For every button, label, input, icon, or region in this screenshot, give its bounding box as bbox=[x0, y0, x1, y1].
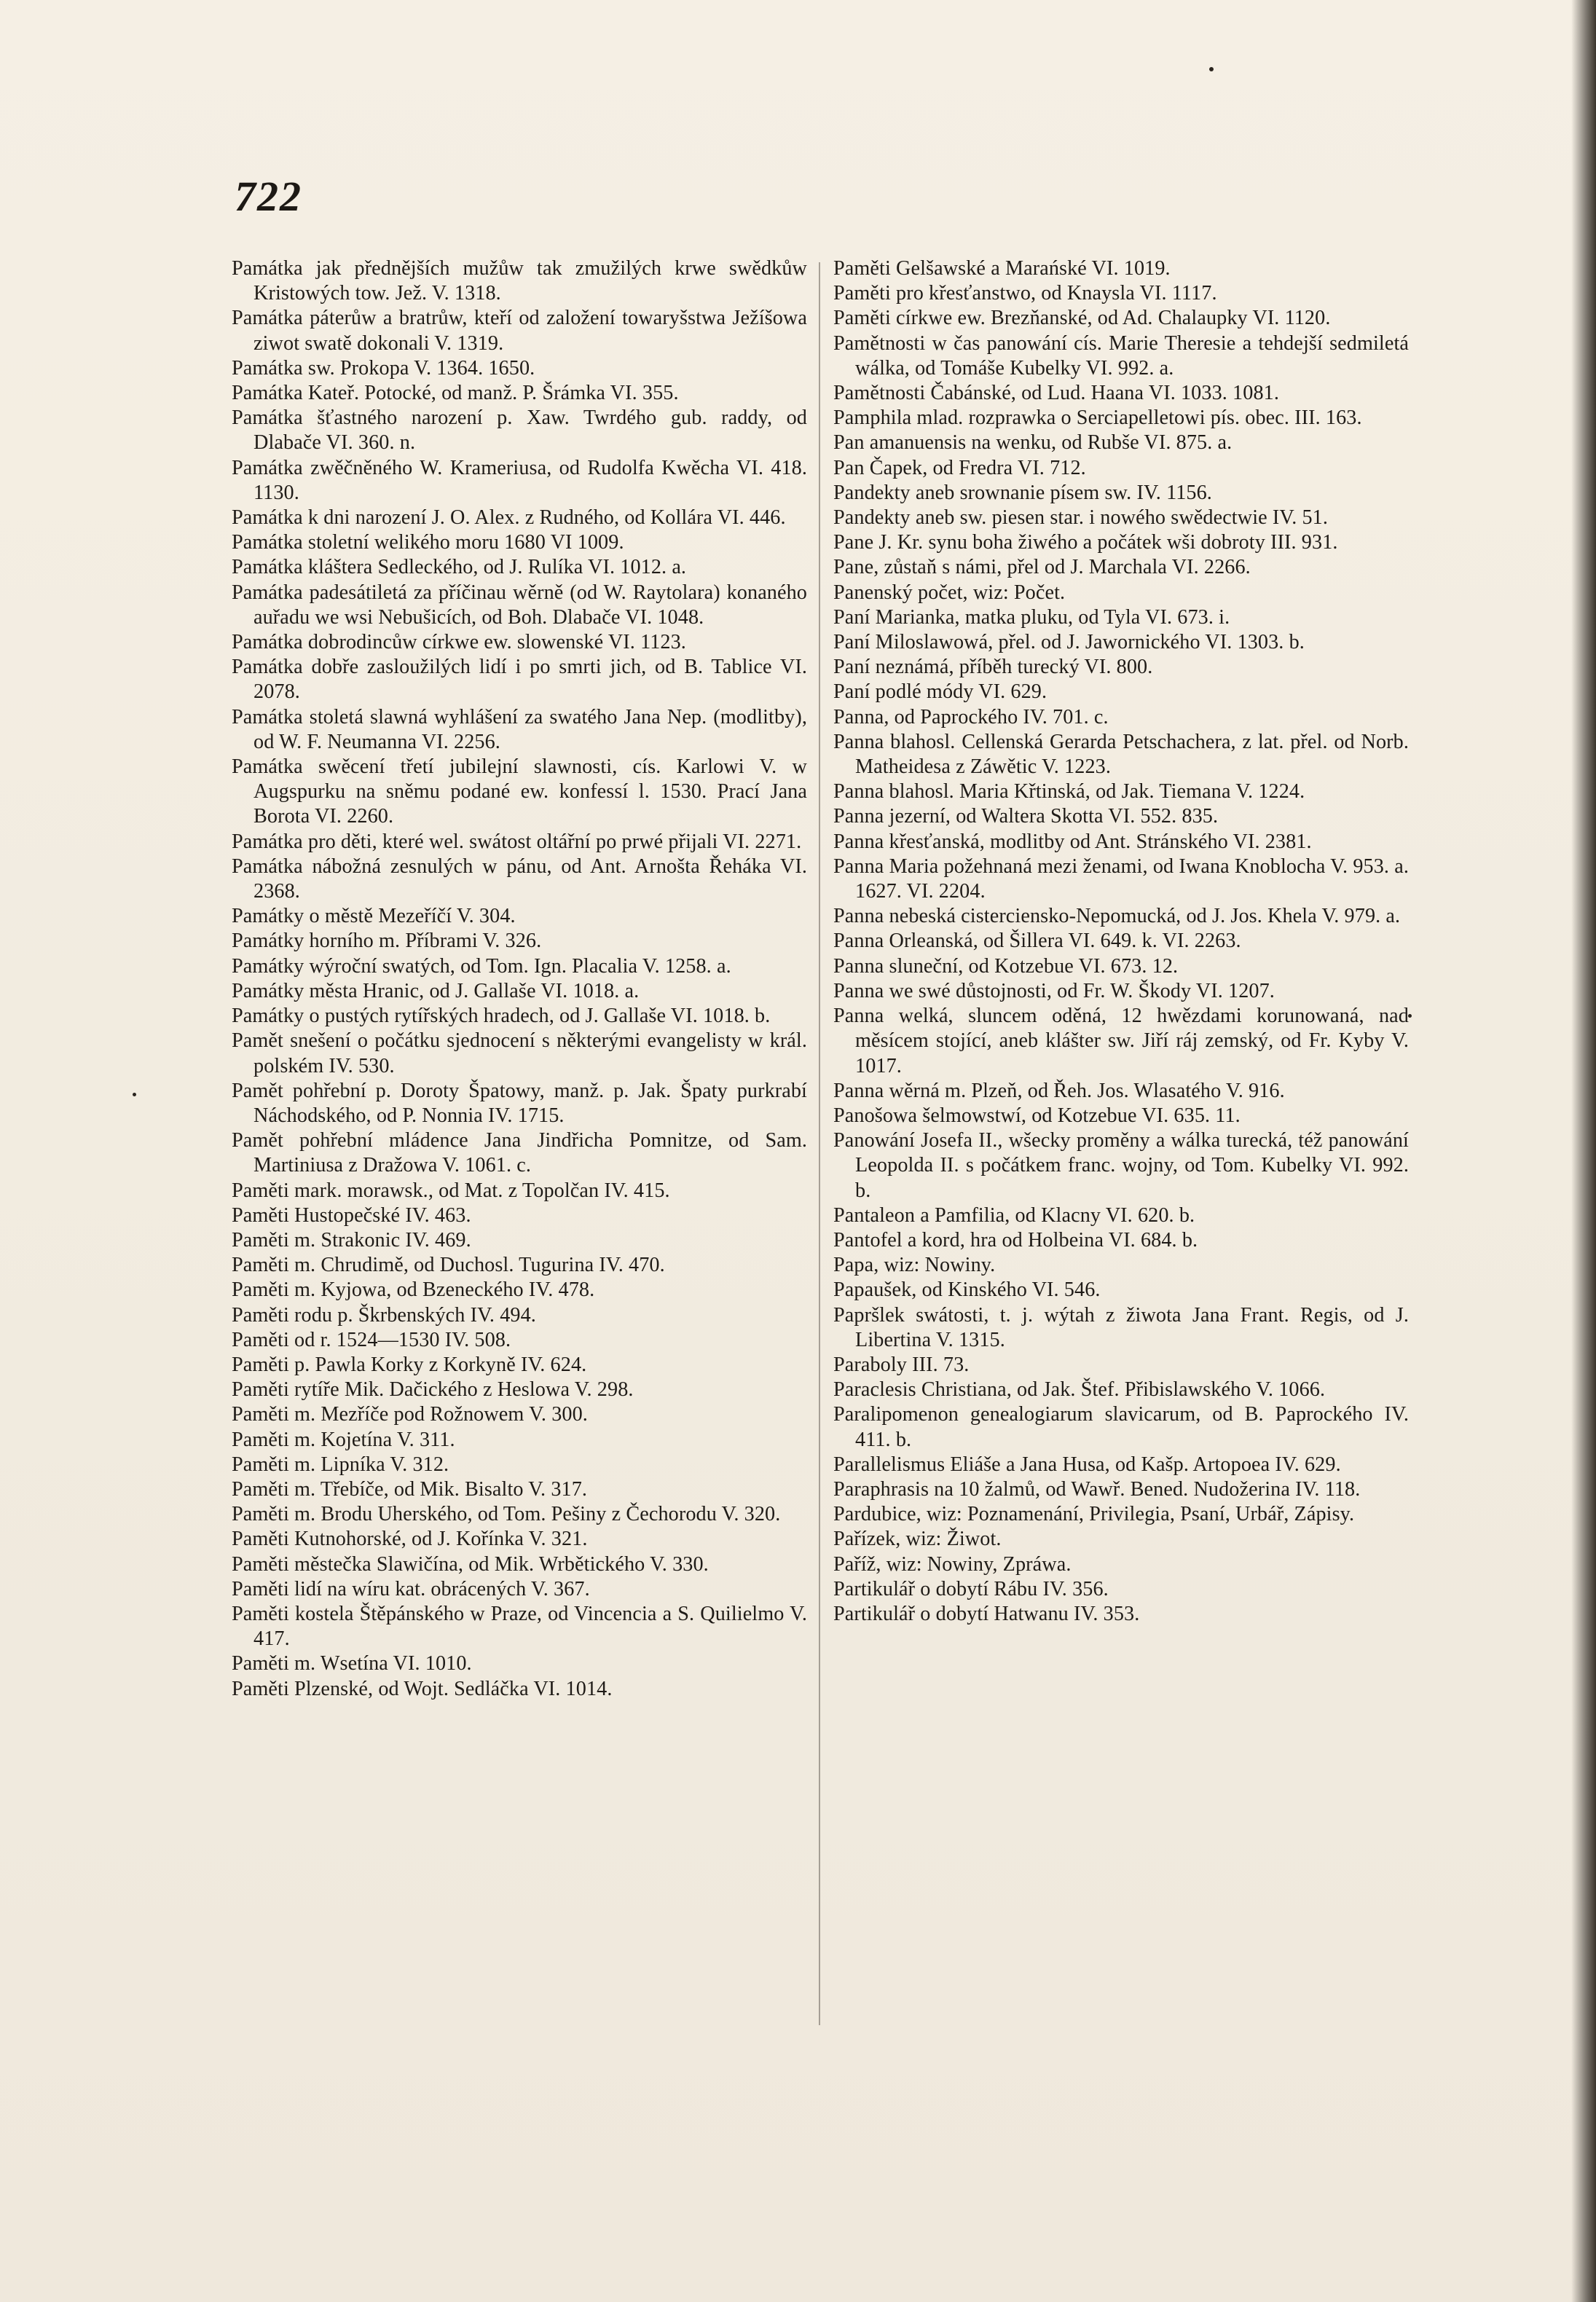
index-entry: Památka jak přednějších mužůw tak zmužilých krwe swědkůw Kristowých tow. Jež. V. 1318. bbox=[232, 257, 807, 305]
index-entry: Paměti m. Chrudimě, od Duchosl. Tugurina IV. 470. bbox=[232, 1254, 665, 1277]
index-entry: Paměti rodu p. Škrbenských IV. 494. bbox=[232, 1303, 536, 1327]
index-entry: Paměti m. Mezříče pod Rožnowem V. 300. bbox=[232, 1403, 588, 1426]
index-entry: Pardubice, wiz: Poznamenání, Privilegia, Psaní, Urbář, Zápisy. bbox=[833, 1503, 1355, 1526]
ink-speck bbox=[1209, 67, 1214, 71]
index-entry: Památka stoletá slawná wyhlášení za swatého Jana Nep. (modlitby), od W. F. Neumanna VI. 2256. bbox=[232, 705, 807, 753]
index-entry: Památky wýroční swatých, od Tom. Ign. Placalia V. 1258. a. bbox=[232, 954, 731, 978]
index-entry: Pandekty aneb sw. piesen star. i nowého swědectwie IV. 51. bbox=[833, 506, 1329, 530]
page-edge-shadow bbox=[1571, 0, 1596, 2302]
index-entry: Panna jezerní, od Waltera Skotta VI. 552. 835. bbox=[833, 805, 1219, 828]
index-entry: Paměti kostela Štěpánského w Praze, od Vincencia a S. Quilielmo V. 417. bbox=[232, 1602, 807, 1651]
index-entry: Panna wěrná m. Plzeň, od Řeh. Jos. Wlasatého V. 916. bbox=[833, 1079, 1285, 1102]
index-entry: Paraclesis Christiana, od Jak. Štef. Přibislawského V. 1066. bbox=[833, 1378, 1326, 1402]
index-entry: Pamětnosti w čas panowání cís. Marie Theresie a tehdejší sedmiletá wálka, od Tomáše Kubelky VI. 992. a. bbox=[833, 331, 1409, 380]
index-entry: Pantaleon a Pamfilia, od Klacny VI. 620. b. bbox=[833, 1203, 1195, 1227]
index-entry: Paměti p. Pawla Korky z Korkyně IV. 624. bbox=[232, 1353, 587, 1376]
column-divider bbox=[819, 262, 820, 2025]
index-entry: Pamět pohřební mládence Jana Jindřicha Pomnitze, od Sam. Martiniusa z Dražowa V. 1061. c. bbox=[232, 1129, 807, 1177]
index-entry: Panna welká, sluncem oděná, 12 hwězdami korunowaná, nad měsícem stojící, aneb klášter sw. Jiří ráj zemský, od Fr. Kyby V. 1017. bbox=[833, 1005, 1409, 1077]
index-entry: Pan Čapek, od Fredra VI. 712. bbox=[833, 456, 1086, 479]
index-entry: Paní Miloslawowá, přel. od J. Jawornického VI. 1303. b. bbox=[833, 631, 1305, 654]
index-entry: Papršlek swátosti, t. j. wýtah z žiwota Jana Frant. Regis, od J. Libertina V. 1315. bbox=[833, 1303, 1409, 1351]
index-column-left bbox=[232, 256, 807, 1702]
index-entry: Partikulář o dobytí Hatwanu IV. 353. bbox=[833, 1602, 1140, 1625]
index-entry: Paraphrasis na 10 žalmů, od Wawř. Bened. Nudožerina IV. 118. bbox=[833, 1477, 1361, 1501]
index-entry: Paměti rytíře Mik. Dačického z Heslowa V. 298. bbox=[232, 1378, 634, 1402]
index-entry: Panna blahosl. Cellenská Gerarda Petschachera, z lat. přel. od Norb. Matheidesa z Záwětic V. 1223. bbox=[833, 730, 1409, 779]
index-entry: Pandekty aneb srownanie písem sw. IV. 1156. bbox=[833, 481, 1212, 504]
index-entry: Panna, od Paprockého IV. 701. c. bbox=[833, 705, 1109, 728]
index-entry: Pane, zůstaň s námi, přel od J. Marchala VI. 2266. bbox=[833, 556, 1251, 579]
index-entry: Pantofel a kord, hra od Holbeina VI. 684. b. bbox=[833, 1228, 1198, 1252]
index-entry: Památka pro děti, které wel. swátost oltářní po prwé přijali VI. 2271. bbox=[232, 830, 802, 853]
index-entry: Paměti Plzenské, od Wojt. Sedláčka VI. 1014. bbox=[232, 1677, 613, 1700]
index-entry: Památka dobrodincůw církwe ew. slowenské VI. 1123. bbox=[232, 631, 686, 654]
index-entry: Paměti pro křesťanstwo, od Knaysla VI. 1117. bbox=[833, 282, 1217, 305]
index-entry: Panenský počet, wiz: Počet. bbox=[833, 581, 1066, 604]
index-entry: Památka stoletní welikého moru 1680 VI 1009. bbox=[232, 531, 624, 554]
index-entry: Panošowa šelmowstwí, od Kotzebue VI. 635. 11. bbox=[833, 1104, 1241, 1127]
index-entry: Paměti m. Kyjowa, od Bzeneckého IV. 478. bbox=[232, 1278, 595, 1302]
index-entry: Panna Maria požehnaná mezi ženami, od Iwana Knoblocha V. 953. a. 1627. VI. 2204. bbox=[833, 855, 1409, 903]
index-entry: Památka dobře zasloužilých lidí i po smrti jich, od B. Tablice VI. 2078. bbox=[232, 656, 807, 704]
index-entry: Paní podlé módy VI. 629. bbox=[833, 680, 1047, 704]
index-entry: Paralipomenon genealogiarum slavicarum, od B. Paprockého IV. 411. b. bbox=[833, 1403, 1409, 1451]
index-entry: Paměti m. Kojetína V. 311. bbox=[232, 1428, 455, 1451]
index-entry: Paměti m. Třebíče, od Mik. Bisalto V. 317. bbox=[232, 1477, 588, 1501]
index-entry: Panna nebeská cisterciensko-Nepomucká, od J. Jos. Khela V. 979. a. bbox=[833, 905, 1401, 928]
index-entry: Památka k dni narození J. O. Alex. z Rudného, od Kollára VI. 446. bbox=[232, 506, 786, 530]
index-entry: Památky města Hranic, od J. Gallaše VI. 1018. a. bbox=[232, 979, 640, 1002]
index-entry: Panowání Josefa II., wšecky proměny a wálka turecká, též panowání Leopolda II. s počátkem franc. wojny, od Tom. Kubelky VI. 992. b. bbox=[833, 1129, 1409, 1202]
index-entry: Památky horního m. Příbrami V. 326. bbox=[232, 930, 542, 953]
index-entry: Památka šťastného narození p. Xaw. Twrdého gub. raddy, od Dlabače VI. 360. n. bbox=[232, 406, 807, 455]
index-entry: Paní neznámá, příběh turecký VI. 800. bbox=[833, 656, 1153, 679]
index-entry: Pan amanuensis na wenku, od Rubše VI. 875. a. bbox=[833, 431, 1233, 455]
index-entry: Paměti m. Brodu Uherského, od Tom. Pešiny z Čechorodu V. 320. bbox=[232, 1503, 781, 1526]
page-number: 722 bbox=[235, 173, 302, 220]
index-entry: Paměti Gelšawské a Marańské VI. 1019. bbox=[833, 257, 1171, 280]
index-entry: Památka padesátiletá za příčinau wěrně (od W. Raytolara) konaného auřadu we wsi Nebušicích, od Boh. Dlabače VI. 1048. bbox=[232, 581, 807, 629]
index-column-right bbox=[833, 256, 1409, 1627]
index-entry: Papa, wiz: Nowiny. bbox=[833, 1254, 996, 1277]
index-entry: Panna Orleanská, od Šillera VI. 649. k. VI. 2263. bbox=[833, 930, 1241, 953]
index-entry: Památka kláštera Sedleckého, od J. Rulíka VI. 1012. a. bbox=[232, 556, 687, 579]
index-entry: Panna sluneční, od Kotzebue VI. 673. 12. bbox=[833, 954, 1179, 978]
index-entry: Panna we swé důstojnosti, od Fr. W. Škody VI. 1207. bbox=[833, 979, 1275, 1002]
index-entry: Památky o městě Mezeříčí V. 304. bbox=[232, 905, 516, 928]
index-entry: Pamětnosti Čabánské, od Lud. Haana VI. 1033. 1081. bbox=[833, 382, 1279, 405]
index-entry: Papaušek, od Kinského VI. 546. bbox=[833, 1278, 1101, 1302]
index-entry: Památka zwěčněného W. Krameriusa, od Rudolfa Kwěcha VI. 418. 1130. bbox=[232, 456, 807, 504]
index-entry: Paměti Hustopečské IV. 463. bbox=[232, 1203, 471, 1227]
index-entry: Paměti m. Lipníka V. 312. bbox=[232, 1453, 449, 1476]
index-entry: Panna křesťanská, modlitby od Ant. Stránského VI. 2381. bbox=[833, 830, 1312, 853]
index-entry: Památka sw. Prokopa V. 1364. 1650. bbox=[232, 356, 535, 380]
index-entry: Paříž, wiz: Nowiny, Zpráwa. bbox=[833, 1552, 1072, 1576]
index-entry: Památka Kateř. Potocké, od manž. P. Šrámka VI. 355. bbox=[232, 382, 679, 405]
index-entry: Památky o pustých rytířských hradech, od J. Gallaše VI. 1018. b. bbox=[232, 1005, 771, 1028]
index-entry: Pane J. Kr. synu boha žiwého a počátek wši dobroty III. 931. bbox=[833, 531, 1338, 554]
index-entry: Paměti mark. morawsk., od Mat. z Topolčan IV. 415. bbox=[232, 1179, 670, 1202]
index-entry: Paměti od r. 1524—1530 IV. 508. bbox=[232, 1328, 511, 1351]
index-entry: Panna blahosl. Maria Křtinská, od Jak. Tiemana V. 1224. bbox=[833, 780, 1305, 804]
index-entry: Pamět snešení o počátku sjednocení s některými evangelisty w král. polském IV. 530. bbox=[232, 1029, 807, 1077]
index-entry: Paní Marianka, matka pluku, od Tyla VI. 673. i. bbox=[833, 605, 1230, 629]
index-entry: Památka páterůw a bratrůw, kteří od založení towaryšstwa Ježíšowa ziwot swatě dokonali V. 1319. bbox=[232, 307, 807, 355]
index-entry: Paměti m. Wsetína VI. 1010. bbox=[232, 1652, 472, 1676]
index-entry: Památka nábožná zesnulých w pánu, od Ant. Arnošta Řeháka VI. 2368. bbox=[232, 855, 807, 903]
index-entry: Paměti městečka Slawičína, od Mik. Wrbětického V. 330. bbox=[232, 1552, 709, 1576]
index-entry: Parallelismus Eliáše a Jana Husa, od Kašp. Artopoea IV. 629. bbox=[833, 1453, 1341, 1476]
index-entry: Paměti církwe ew. Brezňanské, od Ad. Chalaupky VI. 1120. bbox=[833, 307, 1331, 330]
index-entry: Pamphila mlad. rozprawka o Serciapelletowi pís. obec. III. 163. bbox=[833, 406, 1362, 430]
index-entry: Paměti m. Strakonic IV. 469. bbox=[232, 1228, 471, 1252]
ink-speck bbox=[133, 1093, 136, 1096]
index-entry: Pařízek, wiz: Žiwot. bbox=[833, 1528, 1002, 1551]
index-entry: Paměti lidí na wíru kat. obrácených V. 367. bbox=[232, 1577, 590, 1600]
index-entry: Pamět pohřební p. Doroty Špatowy, manž. p. Jak. Špaty purkrabí Náchodského, od P. Nonnia IV. 1715. bbox=[232, 1079, 807, 1127]
index-entry: Památka swěcení třetí jubilejní slawnosti, cís. Karlowi V. w Augspurku na sněmu podané ew. konfessí l. 1530. Prací Jana Borota VI. 2260. bbox=[232, 755, 807, 828]
index-entry: Partikulář o dobytí Rábu IV. 356. bbox=[833, 1577, 1109, 1600]
index-entry: Paměti Kutnohorské, od J. Kořínka V. 321. bbox=[232, 1528, 588, 1551]
index-entry: Paraboly III. 73. bbox=[833, 1353, 970, 1376]
